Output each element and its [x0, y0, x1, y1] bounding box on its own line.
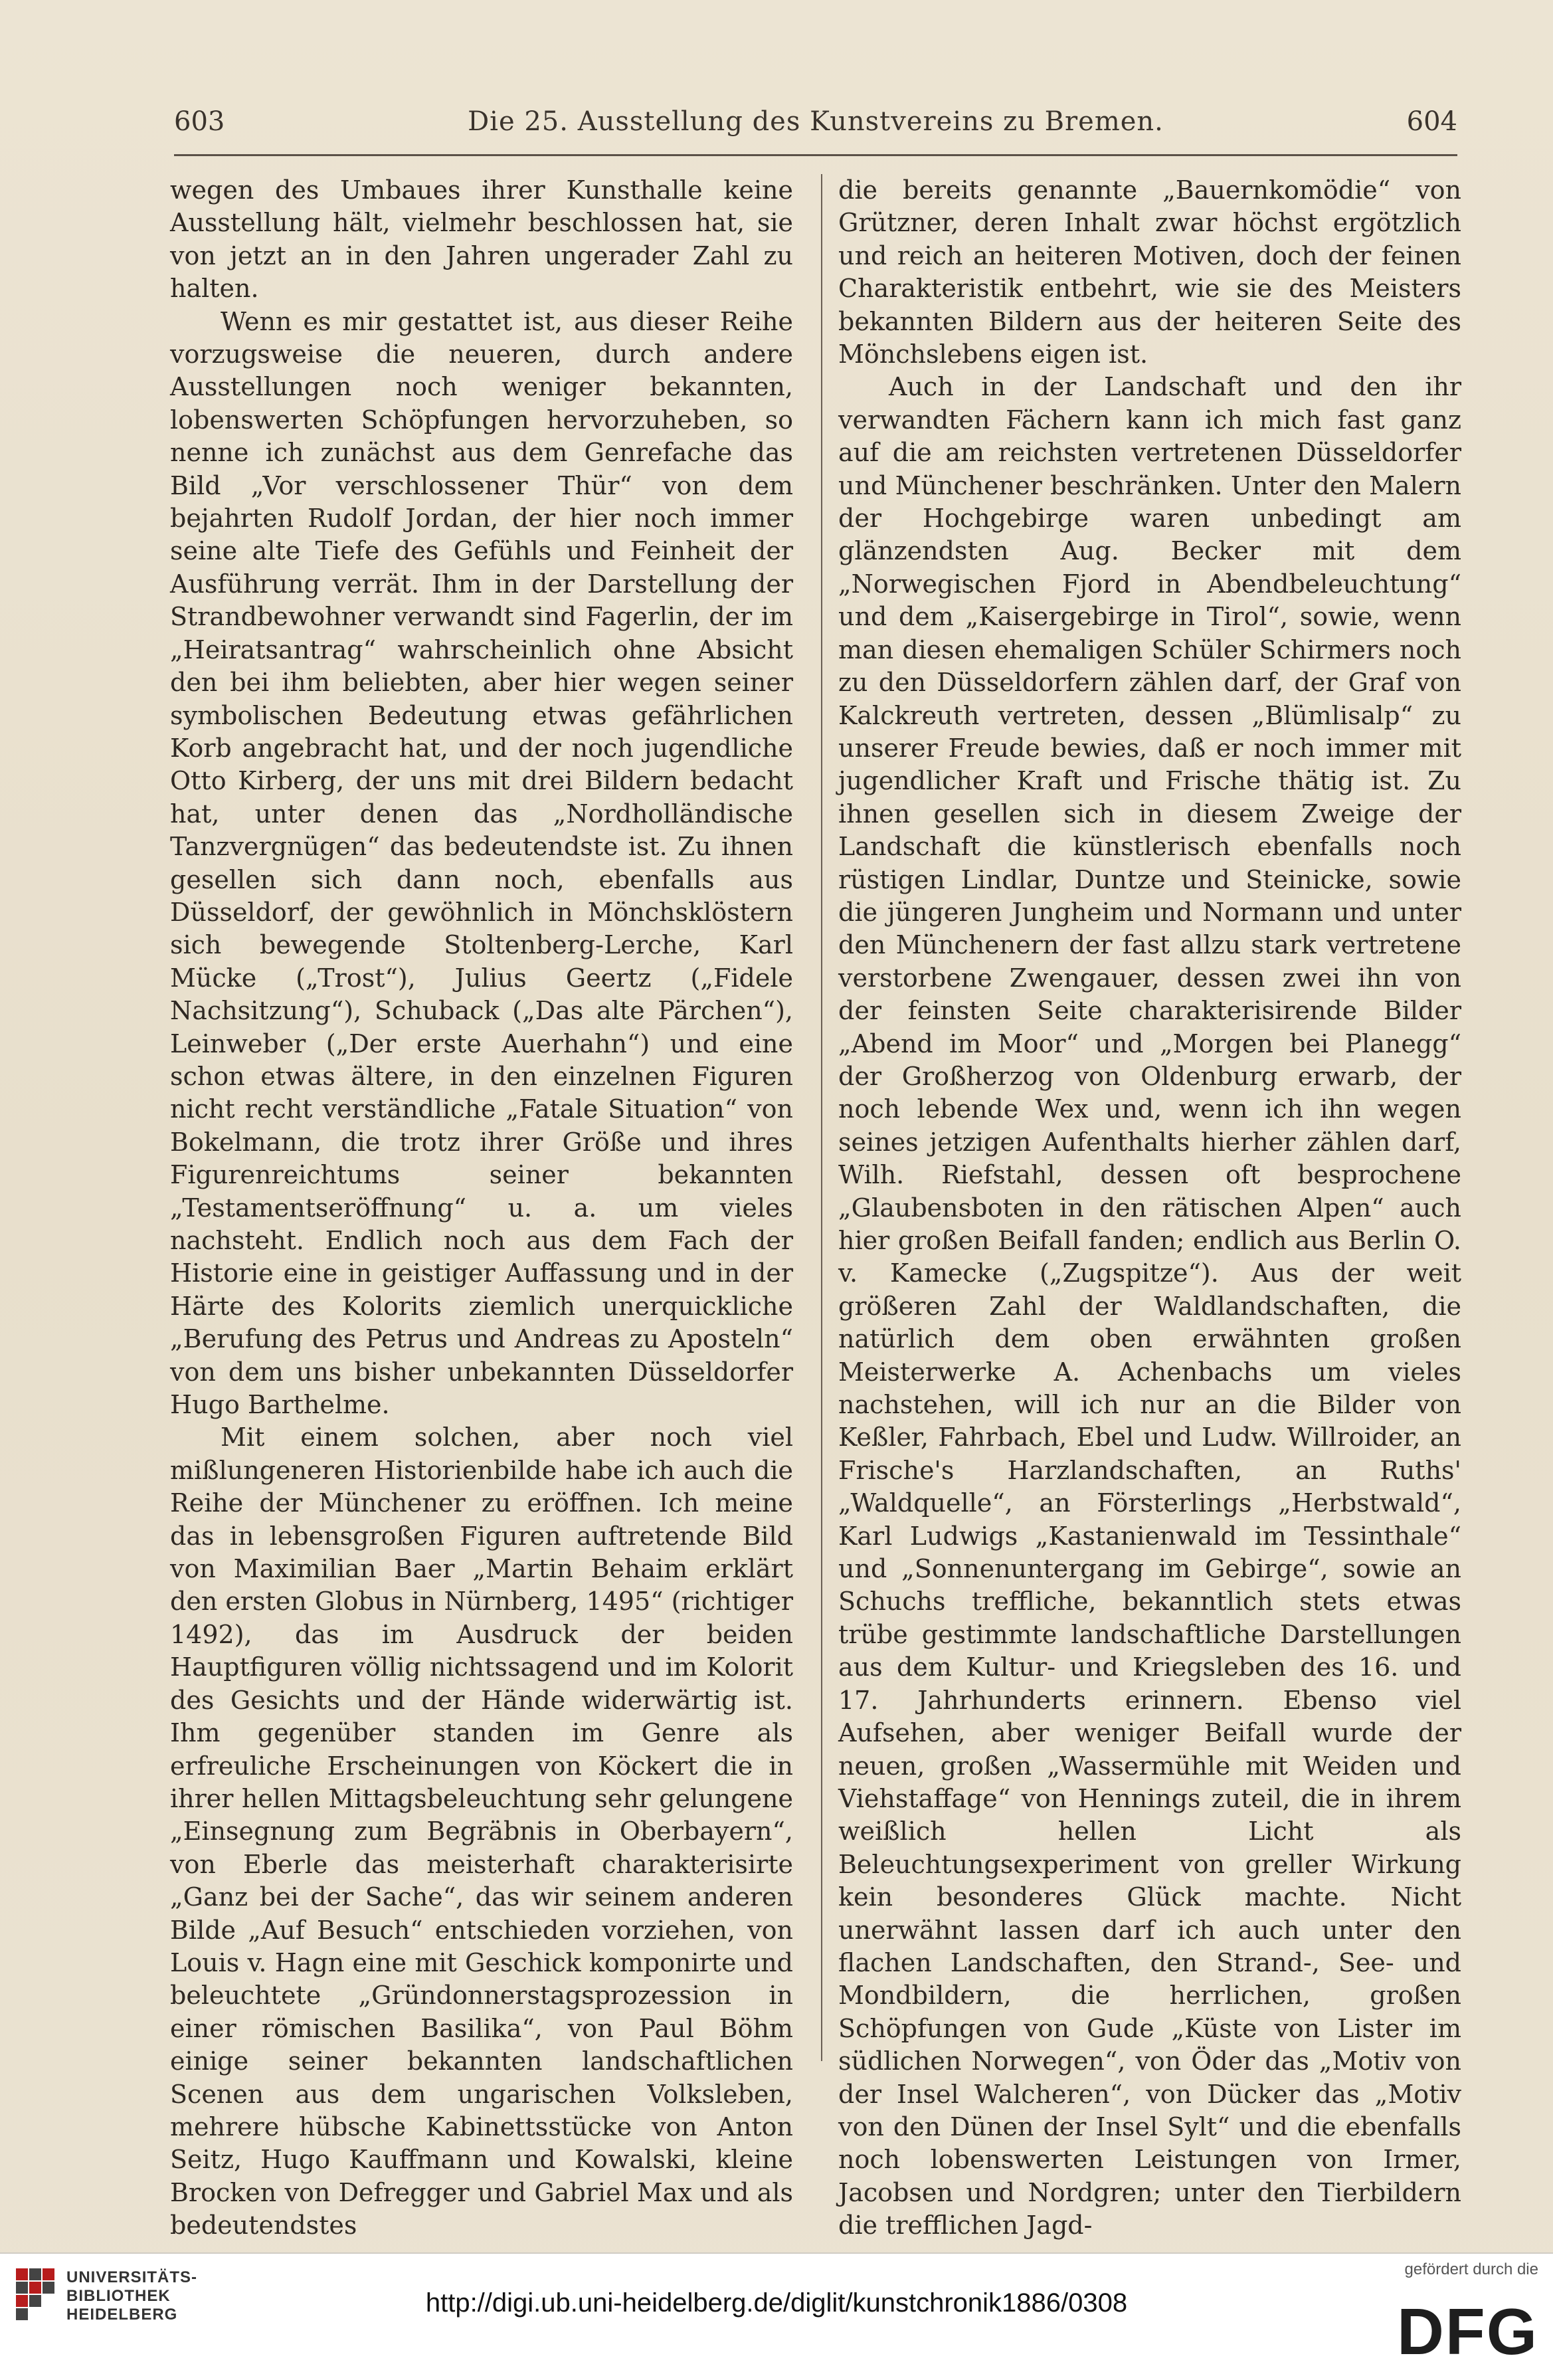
paragraph: die bereits genannte „Bauernkomödie“ von Grützner, deren Inhalt zwar höchst ergötzlich und reich an heiteren Motiven, doch der feinen Charakteristik entbehrt, wie sie des Meisters bekannten Bildern aus der heiteren Seite des Mönchslebens eigen ist.	[838, 175, 1461, 369]
running-title: Die 25. Ausstellung des Kunstvereins zu Bremen.	[468, 106, 1164, 137]
paragraph: Mit einem solchen, aber noch viel mißlungeneren Historienbilde habe ich auch die Reihe der Münchener zu eröffnen. Ich meine das in lebensgroßen Figuren auftretende Bild von Maximilian Baer „Martin Behaim erklärt den ersten Globus in Nürnberg, 1495“ (richtiger 1492), das im Ausdruck der beiden Hauptfiguren völlig nichtssagend und im Kolorit des Gesichts und der Hände widerwärtig ist. Ihm gegenüber standen im Genre als erfreuliche Erscheinungen von Köckert die in ihrer hellen Mittagsbeleuchtung sehr gelungene „Einsegnung zum Begräbnis in Oberbayern“, von Eberle das meisterhaft charakterisirte „Ganz bei der Sache“, das wir seinem anderen Bilde „Auf Besuch“ entschieden vorziehen, von Louis v. Hagn eine mit Geschick komponirte und beleuchtete „Gründonnerstagsprozession in einer römischen Basilika“, von Paul Böhm einige seiner bekannten landschaftlichen Scenen aus dem ungarischen Volksleben, mehrere hübsche Kabinettsstücke von Anton Seitz, Hugo Kauffmann und Kowalski, kleine Brocken von Defregger und Gabriel Max und als bedeutendstes	[170, 1423, 793, 2240]
page-number-left: 603	[174, 106, 225, 137]
dfg-logo: DFG	[1397, 2295, 1538, 2368]
paragraph: Auch in der Landschaft und den ihr verwandten Fächern kann ich mich fast ganz auf die am reichsten vertretenen Düsseldorfer und Münchener beschränken. Unter den Malern der Hochgebirge waren unbedingt am glänzendsten Aug. Becker mit dem „Norwegischen Fjord in Abendbeleuchtung“ und dem „Kaisergebirge in Tirol“, sowie, wenn man diesen ehemaligen Schüler Schirmers noch zu den Düsseldorfern zählen darf, der Graf von Kalckreuth vertreten, dessen „Blümlisalp“ zu unserer Freude bewies, daß er noch immer mit jugendlicher Kraft und Frische thätig ist. Zu ihnen gesellen sich in diesem Zweige der Landschaft die künstlerisch ebenfalls noch rüstigen Lindlar, Duntze und Steinicke, sowie die jüngeren Jungheim und Normann und unter den Münchenern der fast allzu stark vertretene verstorbene Zwengauer, dessen zwei ihn von der feinsten Seite charakterisirende Bilder „Abend im Moor“ und „Morgen bei Planegg“ der Großherzog von Oldenburg erwarb, der noch lebende Wex und, wenn ich ihn wegen seines jetzigen Aufenthalts hierher zählen darf, Wilh. Riefstahl, dessen oft besprochene „Glaubensboten in den rätischen Alpen“ auch hier großen Beifall fanden; endlich aus Berlin O. v. Kamecke („Zugspitze“). Aus der weit größeren Zahl der Waldlandschaften, die natürlich dem oben erwähnten großen Meisterwerke A. Achenbachs um vieles nachstehen, will ich nur an die Bilder von Keßler, Fahrbach, Ebel und Ludw. Willroider, an Frische's Harzlandschaften, an Ruths' „Waldquelle“, an Försterlings „Herbstwald“, Karl Ludwigs „Kastanienwald im Tessinthale“ und „Sonnenuntergang im Gebirge“, sowie an Schuchs treffliche, bekanntlich stets etwas trübe gestimmte landschaftliche Darstellungen aus dem Kultur- und Kriegsleben des 16. und 17. Jahrhunderts erinnern. Ebenso viel Aufsehen, aber weniger Beifall wurde der neuen, großen „Wassermühle mit Weiden und Viehstaffage“ von Hennings zuteil, die in ihrem weißlich hellen Licht als Beleuchtungsexperiment von greller Wirkung kein besonderes Glück machte. Nicht unerwähnt lassen darf ich auch unter den flachen Landschaften, den Strand-, See- und Mondbildern, die herrlichen, großen Schöpfungen von Gude „Küste von Lister im südlichen Norwegen“, von Öder das „Motiv von der Insel Walcheren“, von Dücker das „Motiv von den Dünen der Insel Sylt“ und die ebenfalls noch lobenswerten Leistungen von Irmer, Jacobsen und Nordgren; unter den Tierbildern die trefflichen Jagd-	[838, 372, 1461, 2240]
page-number-right: 604	[1406, 106, 1457, 137]
paragraph: Wenn es mir gestattet ist, aus dieser Reihe vorzugsweise die neueren, durch andere Ausstellungen noch weniger bekannten, lobenswerten Schöpfungen hervorzuheben, so nenne ich zunächst aus dem Genrefache das Bild „Vor verschlossener Thür“ von dem bejahrten Rudolf Jordan, der hier noch immer seine alte Tiefe des Gefühls und Feinheit der Ausführung verrät. Ihm in der Darstellung der Strandbewohner verwandt sind Fagerlin, der im „Heiratsantrag“ wahrscheinlich ohne Absicht den bei ihm beliebten, aber hier wegen seiner symbolischen Bedeutung etwas gefährlichen Korb angebracht hat, und der noch jugendliche Otto Kirberg, der uns mit drei Bildern bedacht hat, unter denen das „Nordholländische Tanzvergnügen“ das bedeutendste ist. Zu ihnen gesellen sich dann noch, ebenfalls aus Düsseldorf, der gewöhnlich in Mönchsklöstern sich bewegende Stoltenberg-Lerche, Karl Mücke („Trost“), Julius Geertz („Fidele Nachsitzung“), Schuback („Das alte Pärchen“), Leinweber („Der erste Auerhahn“) und eine schon etwas ältere, in den einzelnen Figuren nicht recht verständliche „Fatale Situation“ von Bokelmann, die trotz ihrer Größe und ihres Figurenreichtums seiner bekannten „Testamentseröffnung“ u. a. um vieles nachsteht. Endlich noch aus dem Fach der Historie eine in geistiger Auffassung und in der Härte des Kolorits ziemlich unerquickliche „Berufung des Petrus und Andreas zu Aposteln“ von dem uns bisher unbekannten Düsseldorfer Hugo Barthelme.	[170, 306, 793, 1420]
library-name-line: UNIVERSITÄTS-	[66, 2268, 198, 2286]
library-name-line: HEIDELBERG	[66, 2306, 178, 2324]
header-rule	[174, 154, 1457, 156]
digitization-footer	[0, 2252, 1553, 2380]
column-divider	[821, 174, 822, 2061]
funded-by-label: gefördert durch die	[1404, 2260, 1538, 2278]
right-column	[838, 174, 1461, 2242]
source-url-link[interactable]: http://digi.ub.uni-heidelberg.de/diglit/kunstchronik1886/0308	[425, 2288, 1128, 2318]
page-header	[174, 100, 1457, 146]
paragraph: wegen des Umbaues ihrer Kunsthalle keine Ausstellung hält, vielmehr beschlossen hat, sie von jetzt an in den Jahren ungerader Zahl zu halten.	[170, 175, 793, 304]
left-column	[170, 174, 793, 2242]
library-name-line: BIBLIOTHEK	[66, 2287, 171, 2305]
